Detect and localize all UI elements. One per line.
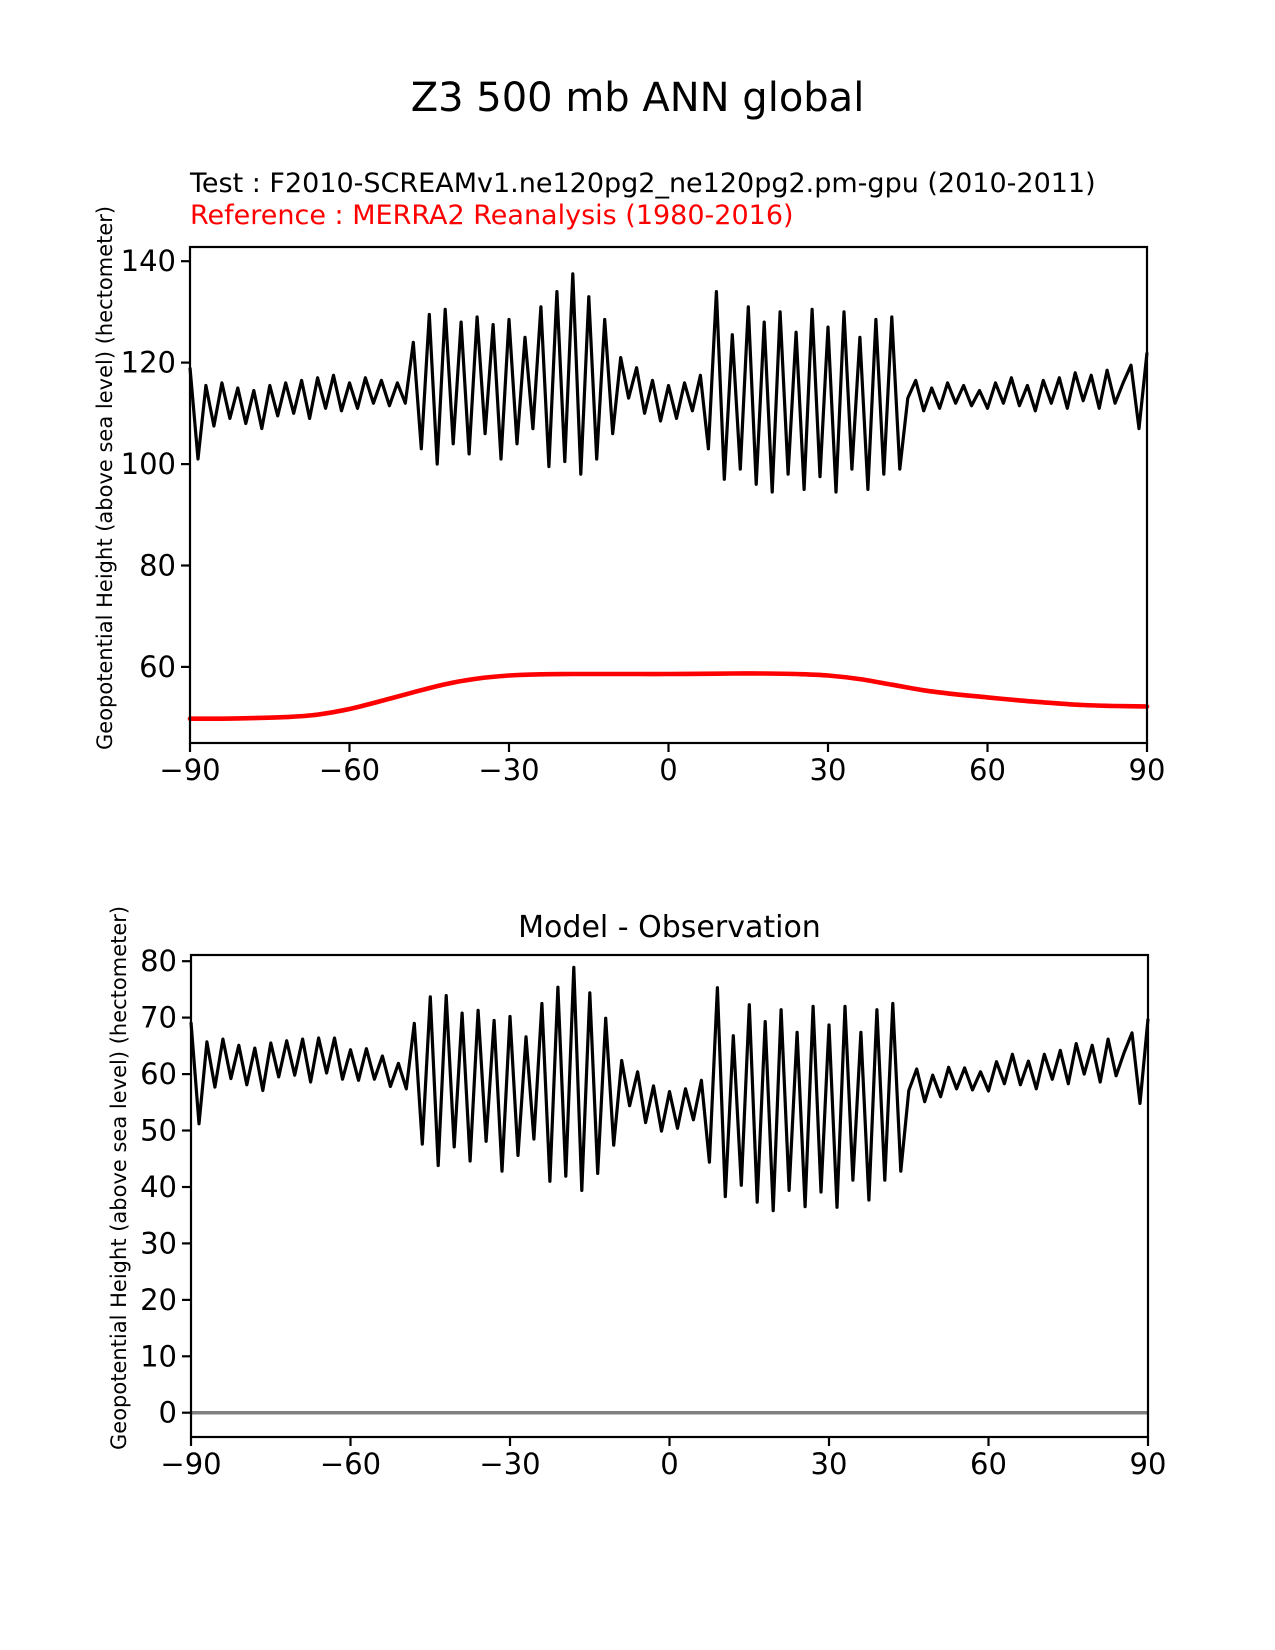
x-tick-label: 0 xyxy=(659,753,678,787)
y-tick-label: 10 xyxy=(140,1339,177,1374)
plot-2 xyxy=(140,944,1166,1481)
y-tick-label: 60 xyxy=(139,649,176,684)
x-tick-label: −90 xyxy=(160,1447,222,1481)
y-tick-label: 80 xyxy=(139,548,176,583)
plot2-ylabel: Geopotential Height (above sea level) (hectometer) xyxy=(107,905,131,1450)
plot1-ylabel: Geopotential Height (above sea level) (hectometer) xyxy=(93,205,117,750)
y-tick-label: 140 xyxy=(120,244,176,279)
x-tick-label: 30 xyxy=(810,1447,848,1481)
reference-series-line xyxy=(190,673,1147,718)
plot2-title: Model - Observation xyxy=(518,910,821,945)
axes-frame xyxy=(191,955,1148,1437)
x-tick-label: 60 xyxy=(970,1447,1007,1481)
y-tick-label: 20 xyxy=(140,1282,177,1317)
plot-1 xyxy=(121,244,1166,787)
axes-frame xyxy=(190,247,1147,743)
y-tick-label: 100 xyxy=(120,447,176,482)
x-tick-label: −30 xyxy=(478,753,540,787)
x-tick-label: −30 xyxy=(479,1447,541,1481)
y-tick-label: 120 xyxy=(120,345,176,380)
x-tick-label: −60 xyxy=(318,753,381,787)
test-annotation: Test : F2010-SCREAMv1.ne120pg2_ne120pg2.pm-gpu (2010-2011) xyxy=(190,168,1096,199)
y-tick-label: 60 xyxy=(140,1057,177,1092)
x-tick-label: −60 xyxy=(319,1447,382,1481)
x-tick-label: 30 xyxy=(809,753,847,787)
test-series-line xyxy=(190,274,1147,492)
x-tick-label: 0 xyxy=(660,1447,679,1481)
reference-annotation: Reference : MERRA2 Reanalysis (1980-2016) xyxy=(190,200,794,231)
x-tick-label: 90 xyxy=(1128,753,1166,787)
x-tick-label: 90 xyxy=(1129,1447,1167,1481)
y-tick-label: 30 xyxy=(140,1226,177,1261)
x-tick-label: −90 xyxy=(159,753,221,787)
y-tick-label: 70 xyxy=(140,1000,177,1035)
y-tick-label: 0 xyxy=(158,1395,177,1430)
y-tick-label: 80 xyxy=(140,944,177,979)
y-tick-label: 50 xyxy=(140,1113,177,1148)
y-tick-label: 40 xyxy=(140,1170,177,1204)
difference-series-line xyxy=(191,967,1148,1210)
figure-title: Z3 500 mb ANN global xyxy=(410,75,865,121)
x-tick-label: 60 xyxy=(969,753,1006,787)
